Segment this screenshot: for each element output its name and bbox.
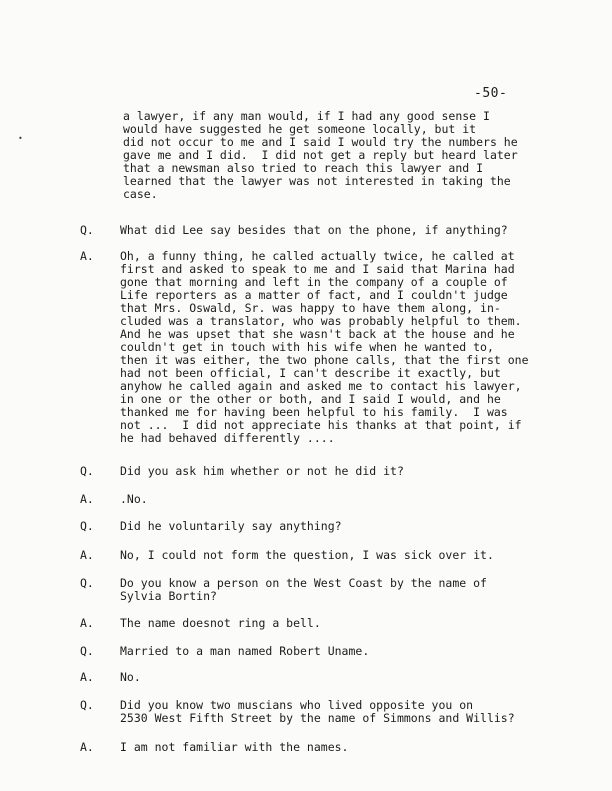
speaker-label: Q. [80,464,94,478]
text-line: anyhow he called again and asked me to contact his lawyer, [120,379,522,393]
text-line: gave me and I did. I did not get a reply but heard later [123,148,518,162]
text-line: The name doesnot ring a bell. [120,616,321,630]
speaker-label: A. [80,492,94,506]
text-line: thanked me for having been helpful to his family. I was [120,405,508,419]
text-line: I am not familiar with the names. [120,740,349,754]
text-line: Married to a man named Robert Uname. [120,644,370,658]
text-line: that a newsman also tried to reach this lawyer and I [123,161,484,175]
text-line: Life reporters as a matter of fact, and I couldn't judge [120,288,508,302]
text-line: he had behaved differently .... [120,431,335,445]
exchange-text [120,520,342,533]
page-number: -50- [474,86,508,101]
text-line: Did you ask him whether or not he did it? [120,464,404,478]
text-line: case. [123,187,158,201]
speaker-label: Q. [80,223,94,237]
exchange-text [120,671,141,684]
continuation-text [123,110,518,201]
speaker-label: A. [80,249,94,263]
text-line: And he was upset that she wasn't back at the house and he [120,327,515,341]
exchange-text [120,224,508,237]
text-line: that Mrs. Oswald, Sr. was happy to have them along, in- [120,301,501,315]
text-line: first and asked to speak to me and I said that Marina had [120,262,515,276]
text-line: couldn't get in touch with his wife when he wanted to, [120,340,494,354]
text-line: No. [120,670,141,684]
text-line: a lawyer, if any man would, if I had any good sense I [123,109,490,123]
speaker-label: Q. [80,519,94,533]
text-line: had not been official, I can't describe it exactly, but [120,366,501,380]
text-line: Did he voluntarily say anything? [120,519,342,533]
exchange-text [120,645,369,658]
text-line: not ... I did not appreciate his thanks at that point, if [120,418,522,432]
text-line: learned that the lawyer was not interested in taking the [123,174,511,188]
text-line: in one or the other or both, and I said I would, and he [120,392,501,406]
speaker-label: Q. [80,644,94,658]
text-line: What did Lee say besides that on the phone, if anything? [120,223,508,237]
speaker-label: A. [80,740,94,754]
exchange-text [120,465,404,478]
text-line: did not occur to me and I said I would try the numbers he [123,135,518,149]
text-line: 2530 West Fifth Street by the name of Simmons and Willis? [120,711,515,725]
text-line: No, I could not form the question, I was sick over it. [120,548,494,562]
exchange-text [120,577,487,603]
text-line: then it was either, the two phone calls, that the first one [120,353,529,367]
exchange-text [120,250,529,445]
text-line: Did you know two muscians who lived opposite you on [120,698,474,712]
exchange-text [120,741,348,754]
speaker-label: A. [80,670,94,684]
text-line: .No. [120,492,148,506]
exchange-text [120,493,148,506]
text-line: would have suggested he get someone locally, but it [123,122,477,136]
exchange-text [120,699,515,725]
speaker-label: Q. [80,576,94,590]
margin-mark: • [18,134,23,143]
exchange-text [120,617,321,630]
text-line: Oh, a funny thing, he called actually twice, he called at [120,249,515,263]
speaker-label: A. [80,616,94,630]
exchange-text [120,549,494,562]
text-line: cluded was a translator, who was probably helpful to them. [120,314,522,328]
text-line: Do you know a person on the West Coast by the name of [120,576,487,590]
text-line: gone that morning and left in the company of a couple of [120,275,508,289]
speaker-label: Q. [80,698,94,712]
speaker-label: A. [80,548,94,562]
text-line: Sylvia Bortin? [120,589,217,603]
